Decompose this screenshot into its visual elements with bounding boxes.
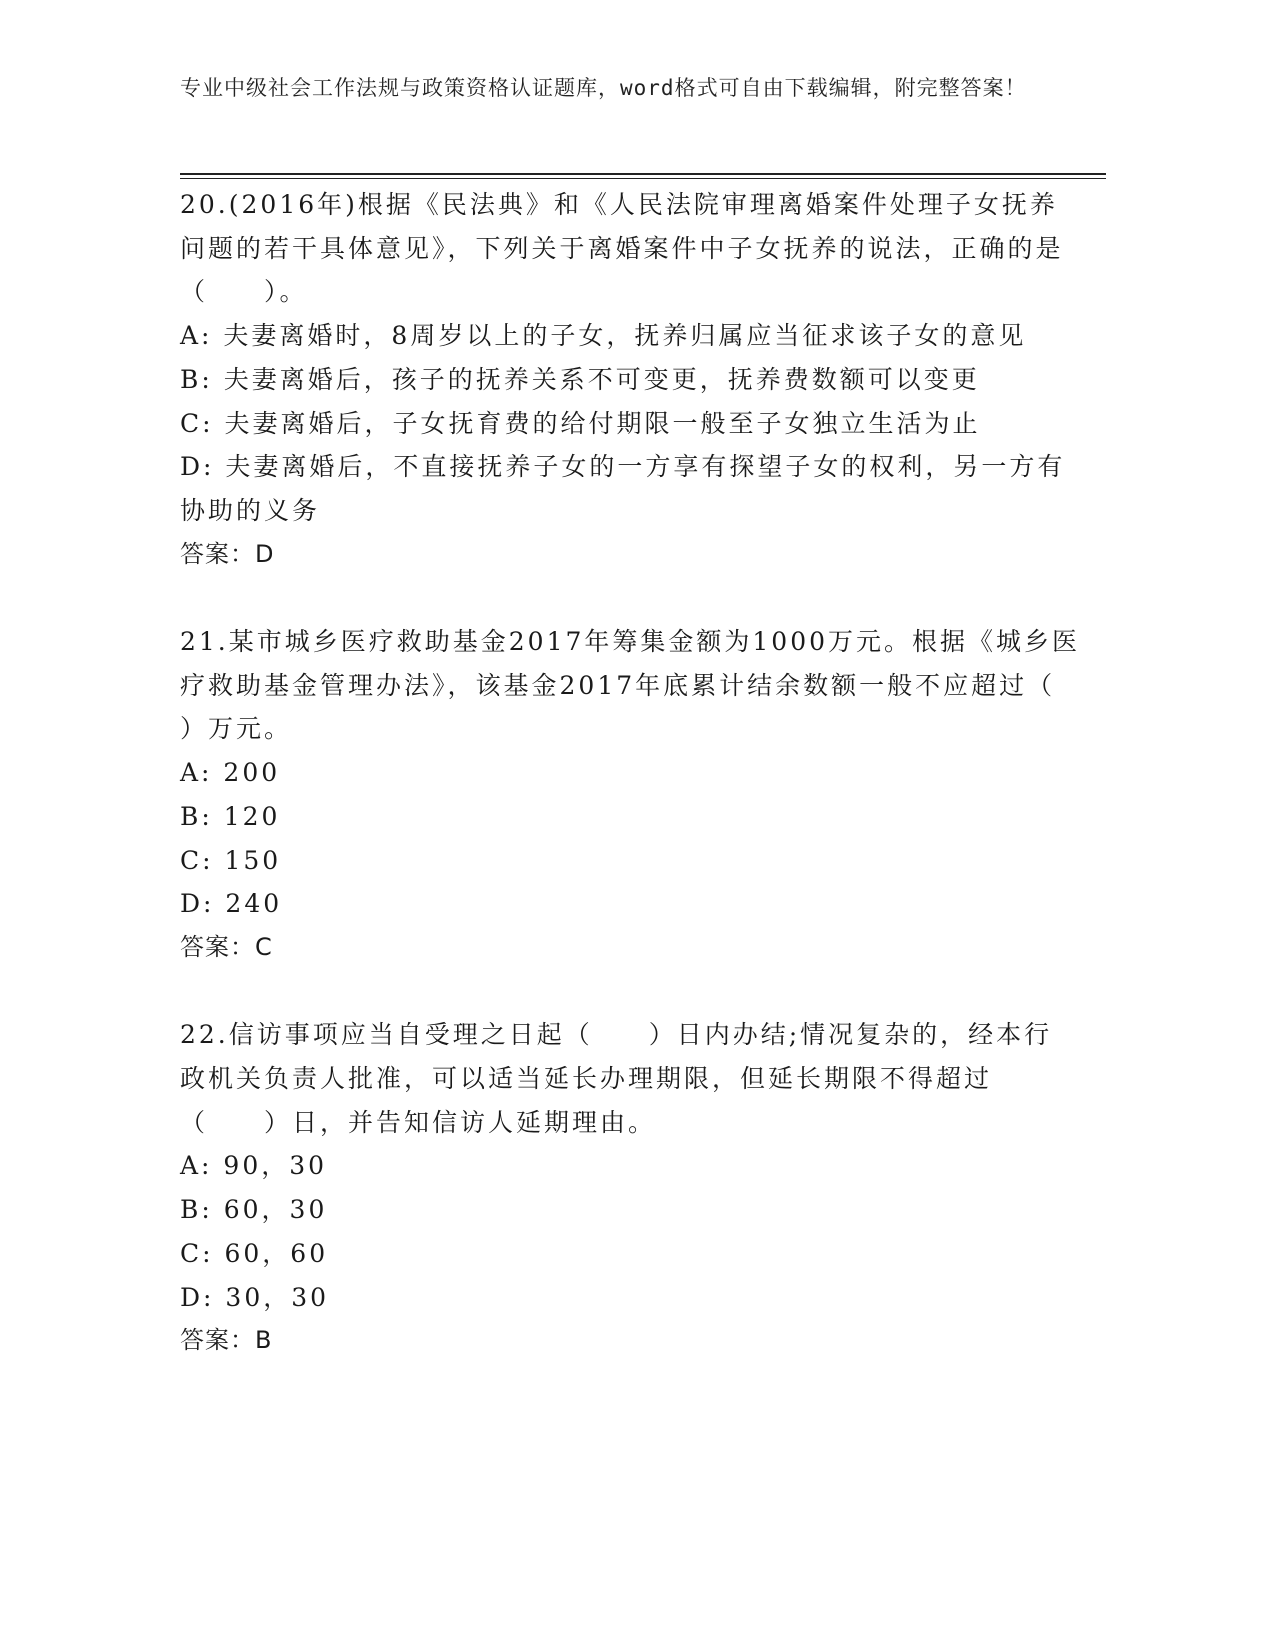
option-a: A: 夫妻离婚时，8周岁以上的子女，抚养归属应当征求该子女的意见 — [180, 321, 1027, 351]
question-21 — [180, 620, 1080, 970]
option-d: D: 夫妻离婚后，不直接抚养子女的一方享有探望子女的权利，另一方有协助的义务 — [180, 452, 1066, 525]
option-a: A: 200 — [180, 758, 281, 788]
option-a: A: 90，30 — [180, 1151, 328, 1181]
option-b: B: 60，30 — [180, 1195, 328, 1225]
option-b: B: 120 — [180, 801, 281, 831]
question-22 — [180, 1013, 1080, 1363]
answer-line: 答案：D — [180, 539, 275, 568]
document-header: 专业中级社会工作法规与政策资格认证题库，word格式可自由下载编辑，附完整答案！ — [180, 76, 1027, 100]
header-rule-thin — [180, 178, 1106, 179]
option-c: C: 150 — [180, 845, 282, 875]
option-d: D: 240 — [180, 889, 283, 919]
option-c: C: 夫妻离婚后，子女抚育费的给付期限一般至子女独立生活为止 — [180, 408, 981, 438]
answer-line: 答案：B — [180, 1326, 273, 1355]
answer-line: 答案：C — [180, 932, 273, 961]
question-stem: 22.信访事项应当自受理之日起（ ）日内办结;情况复杂的，经本行政机关负责人批准，可以适当延长办理期限，但延长期限不得超过（ ）日，并告知信访人延期理由。 — [180, 1020, 1053, 1137]
question-stem: 21.某市城乡医疗救助基金2017年筹集金额为1000万元。根据《城乡医疗救助基金管理办法》，该基金2017年底累计结余数额一般不应超过（ ）万元。 — [180, 627, 1081, 744]
question-stem: 20.(2016年)根据《民法典》和《人民法院审理离婚案件处理子女抚养问题的若干具体意见》，下列关于离婚案件中子女抚养的说法，正确的是（ ）。 — [180, 190, 1064, 307]
question-list — [180, 183, 1080, 1363]
question-spacer — [180, 970, 1080, 1014]
question-spacer — [180, 576, 1080, 620]
header-rule — [180, 173, 1106, 175]
question-20 — [180, 183, 1080, 576]
option-d: D: 30，30 — [180, 1282, 330, 1312]
option-b: B: 夫妻离婚后，孩子的抚养关系不可变更，抚养费数额可以变更 — [180, 364, 980, 394]
option-c: C: 60，60 — [180, 1238, 329, 1268]
